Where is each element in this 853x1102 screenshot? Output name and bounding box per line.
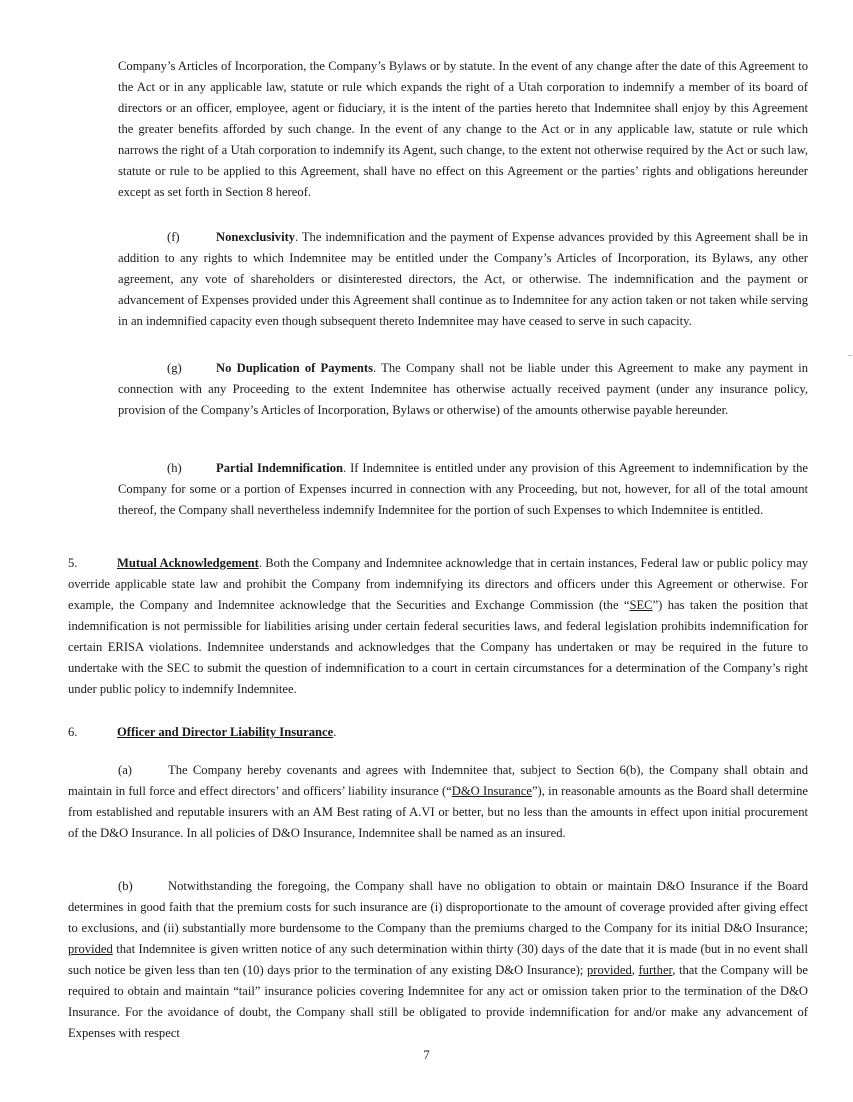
section-5-heading: Mutual Acknowledgement — [117, 556, 259, 570]
section-6a-defined-term: D&O Insurance — [451, 784, 532, 798]
section-6-number: 6. — [68, 725, 78, 739]
section-6b-provided-1: provided — [68, 942, 113, 956]
section-5-text-b: ”) has taken the position that indemnification is not permissible for liabilities arising under certain federal securities laws, and federal legislation prohibits indemnification for certain ERISA violations. Indemnitee understands and acknowledges that the Company has undertaken or may be required in the future to undertake with the SEC to submit the question of indemnification to a court in certain circumstances for a determination of the Company’s right under public policy to indemnify Indemnitee. — [68, 598, 808, 696]
section-6a-paragraph — [68, 760, 808, 844]
section-6b-provided-2: provided — [586, 963, 632, 977]
section-g-label: (g) — [167, 361, 182, 375]
section-6b-text-a: Notwithstanding the foregoing, the Company shall have no obligation to obtain or maintain D&O Insurance if the Board determines in good faith that the premium costs for such insurance are (i) disproportionate to the amount of coverage provided after giving effect to exclusions, and (ii) substantially more burdensome to the Company than the premiums charged to the Company for its initial D&O Insurance; — [68, 879, 808, 935]
section-h-heading: Partial Indemnification — [216, 461, 344, 475]
section-6b-label: (b) — [118, 879, 133, 893]
section-f-heading: Nonexclusivity — [216, 230, 296, 244]
section-5-defined-term: SEC — [629, 598, 653, 612]
section-5-paragraph — [68, 553, 808, 700]
section-6a-text-b: ”), in reasonable amounts as the Board shall determine from established and reputable insurers with an AM Best rating of A.VI or better, but no less than the amounts in effect upon initial procurement of the D&O Insurance. In all policies of D&O Insurance, Indemnitee shall be named as an insured. — [68, 784, 808, 840]
section-5-number: 5. — [68, 556, 78, 570]
section-g-paragraph — [118, 358, 808, 421]
section-g-heading: No Duplication of Payments — [216, 361, 374, 375]
continuation-paragraph — [118, 56, 808, 203]
section-6a-text-a: The Company hereby covenants and agrees with Indemnitee that, subject to Section 6(b), the Company shall obtain and maintain in full force and effect directors’ and officers’ liability insurance (“ — [68, 763, 808, 798]
section-6a-label: (a) — [118, 763, 132, 777]
section-f-label: (f) — [167, 230, 180, 244]
section-6-heading-line — [68, 722, 808, 743]
section-6b-further: further — [638, 963, 673, 977]
section-5-text-a: . Both the Company and Indemnitee acknowledge that in certain instances, Federal law or public policy may override applicable state law and prohibit the Company from indemnifying its directors and officers under this Agreement or otherwise. For example, the Company and Indemnitee acknowledge that the Securities and Exchange Commission (the “ — [68, 556, 809, 612]
section-g-text: . The Company shall not be liable under this Agreement to make any payment in connection with any Proceeding to the extent Indemnitee has otherwise actually received payment (under any insurance policy, provision of the Company’s Articles of Incorporation, Bylaws or otherwise) of the amounts otherwise payable hereunder. — [118, 361, 808, 417]
section-h-paragraph — [118, 458, 808, 521]
page-number: 7 — [423, 1048, 430, 1062]
section-6b-text-c: , that the Company will be required to obtain and maintain “tail” insurance policies covering Indemnitee for any act or omission taken prior to the termination of the D&O Insurance. For the avoidance of doubt, the Company shall still be obligated to provide indemnification for and/or make any advancement of Expenses with respect — [68, 963, 808, 1040]
section-f-text: . The indemnification and the payment of Expense advances provided by this Agreement shall be in addition to any rights to which Indemnitee may be entitled under the Company’s Articles of Incorporation, its Bylaws, any other agreement, any vote of shareholders or disinterested directors, the Act, or otherwise. The indemnification and the payment or advancement of Expenses provided under this Agreement shall continue as to Indemnitee for any action taken or not taken while serving in an indemnified capacity even though subsequent thereto Indemnitee may have ceased to serve in such capacity. — [118, 230, 808, 328]
section-6-heading: Officer and Director Liability Insurance — [117, 725, 334, 739]
section-6b-paragraph — [68, 876, 808, 1044]
continuation-text: Company’s Articles of Incorporation, the Company’s Bylaws or by statute. In the event of any change after the date of this Agreement to the Act or in any applicable law, statute or rule which expands the right of a Utah corporation to indemnify a member of its board of directors or an officer, employee, agent or fiduciary, it is the intent of the parties hereto that Indemnitee shall enjoy by this Agreement the greater benefits afforded by such change. In the event of any change to the Act or in any applicable law, statute or rule which narrows the right of a Utah corporation to indemnify its Agent, such change, to the extent not otherwise required by the Act or such law, statute or rule to be applied to this Agreement, shall have no effect on this Agreement or the parties’ rights and obligations hereunder except as set forth in Section 8 hereof. — [118, 59, 808, 199]
scan-artifact — [848, 355, 852, 356]
section-6-heading-end: . — [333, 725, 337, 739]
section-h-label: (h) — [167, 461, 182, 475]
section-6b-comma: , — [631, 963, 639, 977]
section-f-paragraph — [118, 227, 808, 332]
section-h-text: . If Indemnitee is entitled under any provision of this Agreement to indemnification by the Company for some or a portion of Expenses incurred in connection with any Proceeding, but not, however, for all of the total amount thereof, the Company shall nevertheless indemnify Indemnitee for the portion of such Expenses to which Indemnitee is entitled. — [118, 461, 808, 517]
section-6b-text-b: that Indemnitee is given written notice of any such determination within thirty (30) days of the date that it is made (but in no event shall such notice be given less than ten (10) days prior to the termination of any existing D&O Insurance); — [68, 942, 808, 977]
